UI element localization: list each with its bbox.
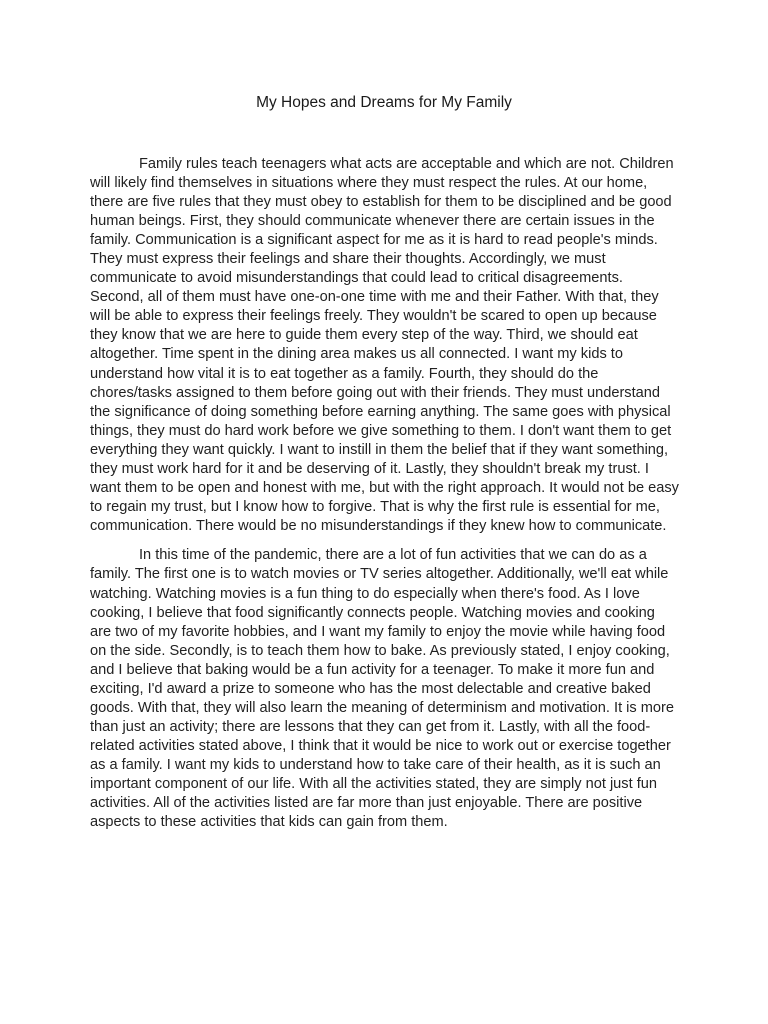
- paragraph-pandemic-activities: In this time of the pandemic, there are a lot of fun activities that we can do as a family. The first one is to watch movies or TV series altogether. Additionally, we'll eat while watching. Watching movies is a fun thing to do especially when there's food. As I love cooking, I believe that food significantly connects people. Watching movies and cooking are two of my favorite hobbies, and I want my family to enjoy the movie while having food on the side. Secondly, is to teach them how to bake. As previously stated, I enjoy cooking, and I believe that baking would be a fun activity for a teenager. To make it more fun and exciting, I'd award a prize to someone who has the most delectable and creative baked goods. With that, they will also learn the meaning of determinism and motivation. It is more than just an activity; there are lessons that they can get from it. Lastly, with all the food-related activities stated above, I think that it would be nice to work out or exercise together as a family. I want my kids to understand how to take care of their health, as it is such an important component of our life. With all the activities stated, they are simply not just fun activities. All of the activities listed are far more than just enjoyable. There are positive aspects to these activities that kids can gain from them.: [90, 547, 675, 831]
- paragraph-family-rules: Family rules teach teenagers what acts are acceptable and which are not. Children will likely find themselves in situations where they must respect the rules. At our home, there are five rules that they must obey to establish for them to be disciplined and be good human beings. First, they should communicate whenever there are certain issues in the family. Communication is a significant aspect for me as it is hard to read people's minds. They must express their feelings and share their thoughts. Accordingly, we must communicate to avoid misunderstandings that could lead to critical disagreements. Second, all of them must have one-on-one time with me and their Father. With that, they will be able to express their feelings freely. They wouldn't be scared to open up because they know that we are here to guide them every step of the way. Third, we should eat altogether. Time spent in the dining area makes us all connected. I want my kids to understand how vital it is to eat together as a family. Fourth, they should do the chores/tasks assigned to them before going out with their friends. They must understand the significance of doing something before earning anything. The same goes with physical things, they must do hard work before we give something to them. I don't want them to get everything they want quickly. I want to instill in them the belief that if they want something, they must work hard for it and be deserving of it. Lastly, they shouldn't break my trust. I want them to be open and honest with me, but with the right approach. It would not be easy to regain my trust, but I know how to forgive. That is why the first rule is essential for me, communication. There would be no misunderstandings if they knew how to communicate.: [90, 156, 679, 534]
- document-body: [90, 155, 680, 832]
- document-title: My Hopes and Dreams for My Family: [256, 94, 512, 111]
